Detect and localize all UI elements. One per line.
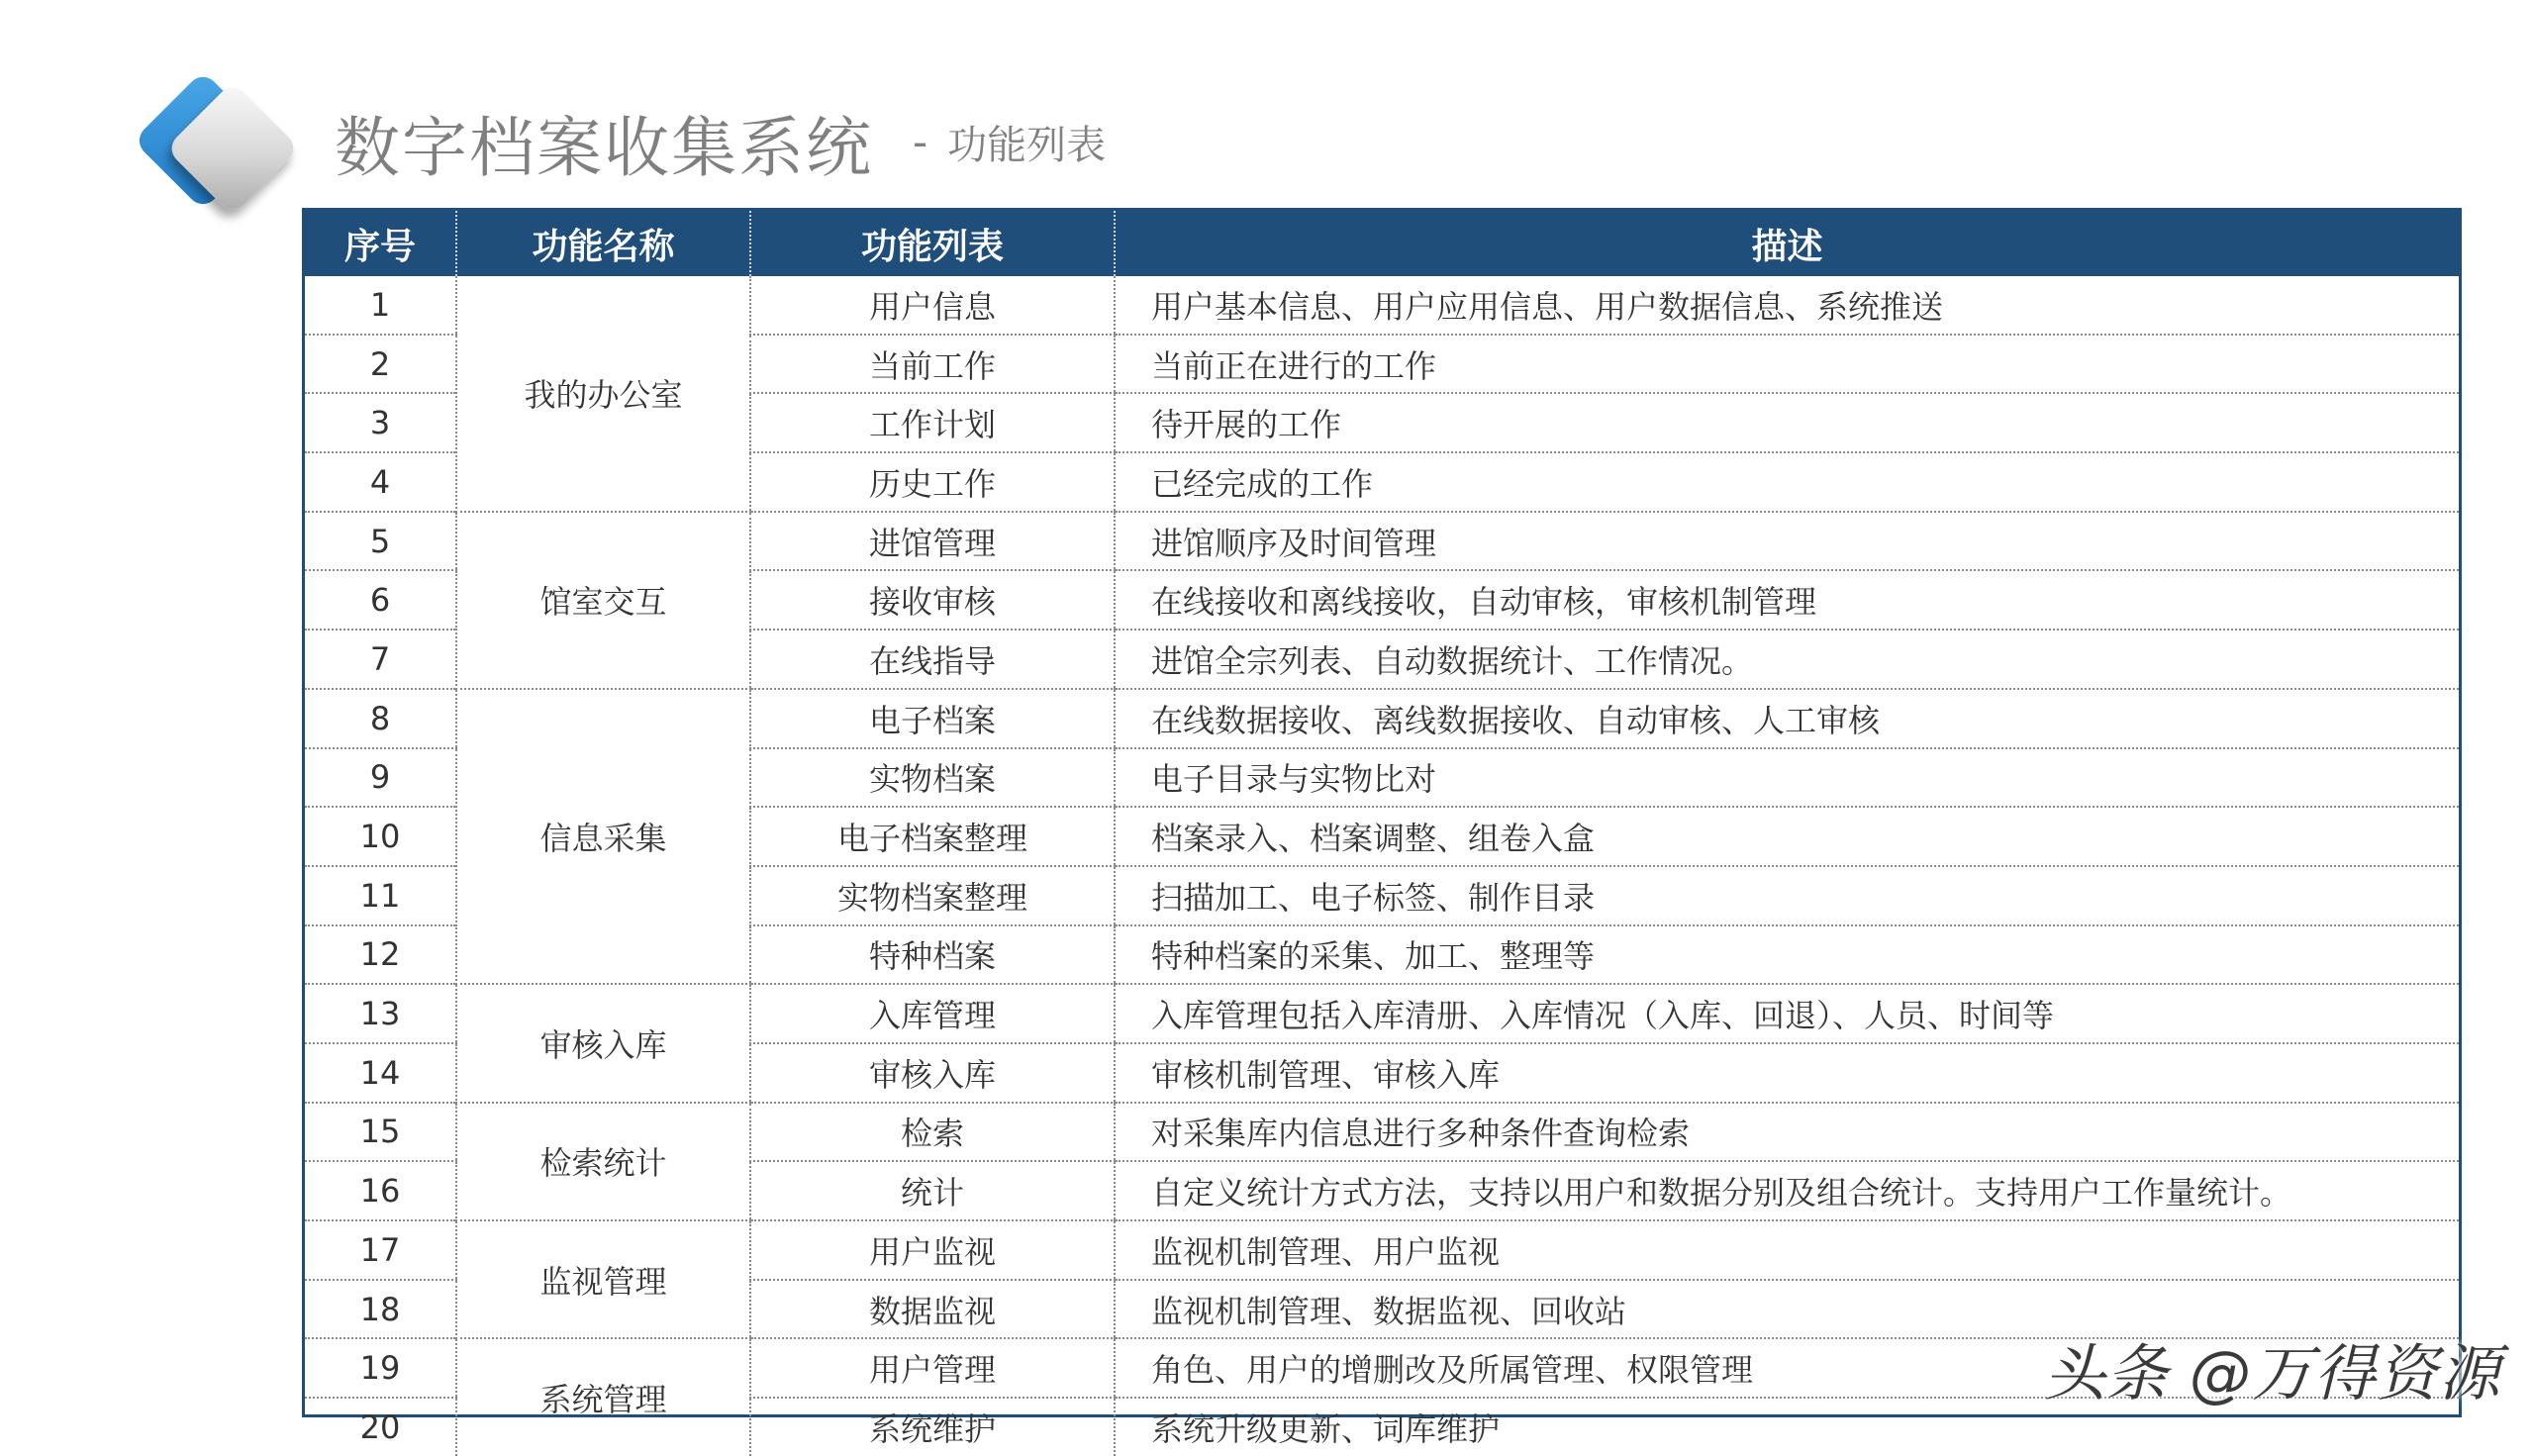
feature-description: 进馆全宗列表、自动数据统计、工作情况。 (1115, 630, 2459, 689)
row-number: 15 (305, 1103, 456, 1162)
feature-name: 工作计划 (750, 393, 1115, 452)
watermark: 头条 @万得资源 (2044, 1337, 2501, 1409)
module-name: 审核入库 (456, 984, 750, 1102)
feature-name: 用户管理 (750, 1338, 1115, 1398)
feature-description: 已经完成的工作 (1115, 452, 2459, 512)
table-row (305, 1220, 2459, 1280)
feature-description: 系统升级更新、词库维护 (1115, 1398, 2459, 1456)
row-number: 18 (305, 1280, 456, 1339)
feature-name: 进馆管理 (750, 512, 1115, 571)
row-number: 19 (305, 1338, 456, 1398)
page-title: 数字档案收集系统 (335, 109, 873, 186)
feature-name: 当前工作 (750, 335, 1115, 394)
feature-description: 在线接收和离线接收，自动审核，审核机制管理 (1115, 570, 2459, 630)
module-name: 馆室交互 (456, 512, 750, 689)
feature-name: 用户监视 (750, 1220, 1115, 1280)
feature-name: 实物档案整理 (750, 866, 1115, 925)
feature-name: 检索 (750, 1103, 1115, 1162)
row-number: 20 (359, 1407, 401, 1446)
row-number: 3 (305, 393, 456, 452)
feature-description: 扫描加工、电子标签、制作目录 (1115, 866, 2459, 925)
feature-description: 档案录入、档案调整、组卷入盒 (1115, 807, 2459, 866)
feature-description: 自定义统计方式方法，支持以用户和数据分别及组合统计。支持用户工作量统计。 (1115, 1161, 2459, 1220)
feature-description: 角色、用户的增删改及所属管理、权限管理 (1115, 1338, 2459, 1398)
feature-description: 监视机制管理、用户监视 (1115, 1220, 2459, 1280)
feature-name: 入库管理 (750, 984, 1115, 1043)
feature-description: 对采集库内信息进行多种条件查询检索 (1115, 1103, 2459, 1162)
table-row (305, 984, 2459, 1043)
row-number: 8 (305, 689, 456, 748)
column-header-no: 序号 (305, 211, 456, 276)
feature-description: 待开展的工作 (1115, 393, 2459, 452)
column-header-feature: 功能列表 (750, 211, 1115, 276)
feature-description: 进馆顺序及时间管理 (1115, 512, 2459, 571)
feature-description: 监视机制管理、数据监视、回收站 (1115, 1280, 2459, 1339)
feature-name: 审核入库 (750, 1043, 1115, 1103)
row-number: 10 (305, 807, 456, 866)
row-number: 1 (305, 276, 456, 335)
feature-description: 审核机制管理、审核入库 (1115, 1043, 2459, 1103)
feature-description: 入库管理包括入库清册、入库情况（入库、回退）、人员、时间等 (1115, 984, 2459, 1043)
row-number: 7 (305, 630, 456, 689)
row-number: 6 (305, 570, 456, 630)
module-name: 我的办公室 (456, 276, 750, 512)
column-header-module: 功能名称 (456, 211, 750, 276)
module-name: 检索统计 (456, 1103, 750, 1220)
module-name: 信息采集 (456, 689, 750, 984)
feature-description: 特种档案的采集、加工、整理等 (1115, 925, 2459, 985)
row-number: 2 (305, 335, 456, 394)
feature-name: 用户信息 (750, 276, 1115, 335)
row-number: 17 (305, 1220, 456, 1280)
column-header-description: 描述 (1115, 211, 2459, 276)
row-number: 11 (305, 866, 456, 925)
function-table (302, 208, 2462, 1448)
feature-description: 用户基本信息、用户应用信息、用户数据信息、系统推送 (1115, 276, 2459, 335)
table-body (305, 276, 2459, 1456)
module-name: 系统管理 (456, 1338, 750, 1455)
row-number: 16 (305, 1161, 456, 1220)
row-number: 12 (305, 925, 456, 985)
feature-name: 接收审核 (750, 570, 1115, 630)
table-row (305, 512, 2459, 571)
title-separator: - (913, 117, 928, 166)
feature-name: 历史工作 (750, 452, 1115, 512)
feature-name: 电子档案整理 (750, 807, 1115, 866)
feature-description: 当前正在进行的工作 (1115, 335, 2459, 394)
page-header (335, 97, 1106, 186)
feature-name: 统计 (750, 1161, 1115, 1220)
row-number: 4 (305, 452, 456, 512)
table-row (305, 276, 2459, 335)
row-number: 5 (305, 512, 456, 571)
diamond-logo-icon (124, 71, 322, 240)
feature-name: 在线指导 (750, 630, 1115, 689)
table-row (305, 689, 2459, 748)
table-header-row (305, 211, 2459, 276)
feature-name: 特种档案 (750, 925, 1115, 985)
row-number: 14 (305, 1043, 456, 1103)
feature-name: 系统维护 (750, 1398, 1115, 1456)
feature-name: 数据监视 (750, 1280, 1115, 1339)
page-subtitle: 功能列表 (947, 122, 1107, 168)
row-number: 9 (305, 748, 456, 808)
feature-name: 电子档案 (750, 689, 1115, 748)
module-name: 监视管理 (456, 1220, 750, 1338)
feature-description: 电子目录与实物比对 (1115, 748, 2459, 808)
table-row (305, 1103, 2459, 1162)
feature-name: 实物档案 (750, 748, 1115, 808)
row-number: 13 (305, 984, 456, 1043)
feature-description: 在线数据接收、离线数据接收、自动审核、人工审核 (1115, 689, 2459, 748)
